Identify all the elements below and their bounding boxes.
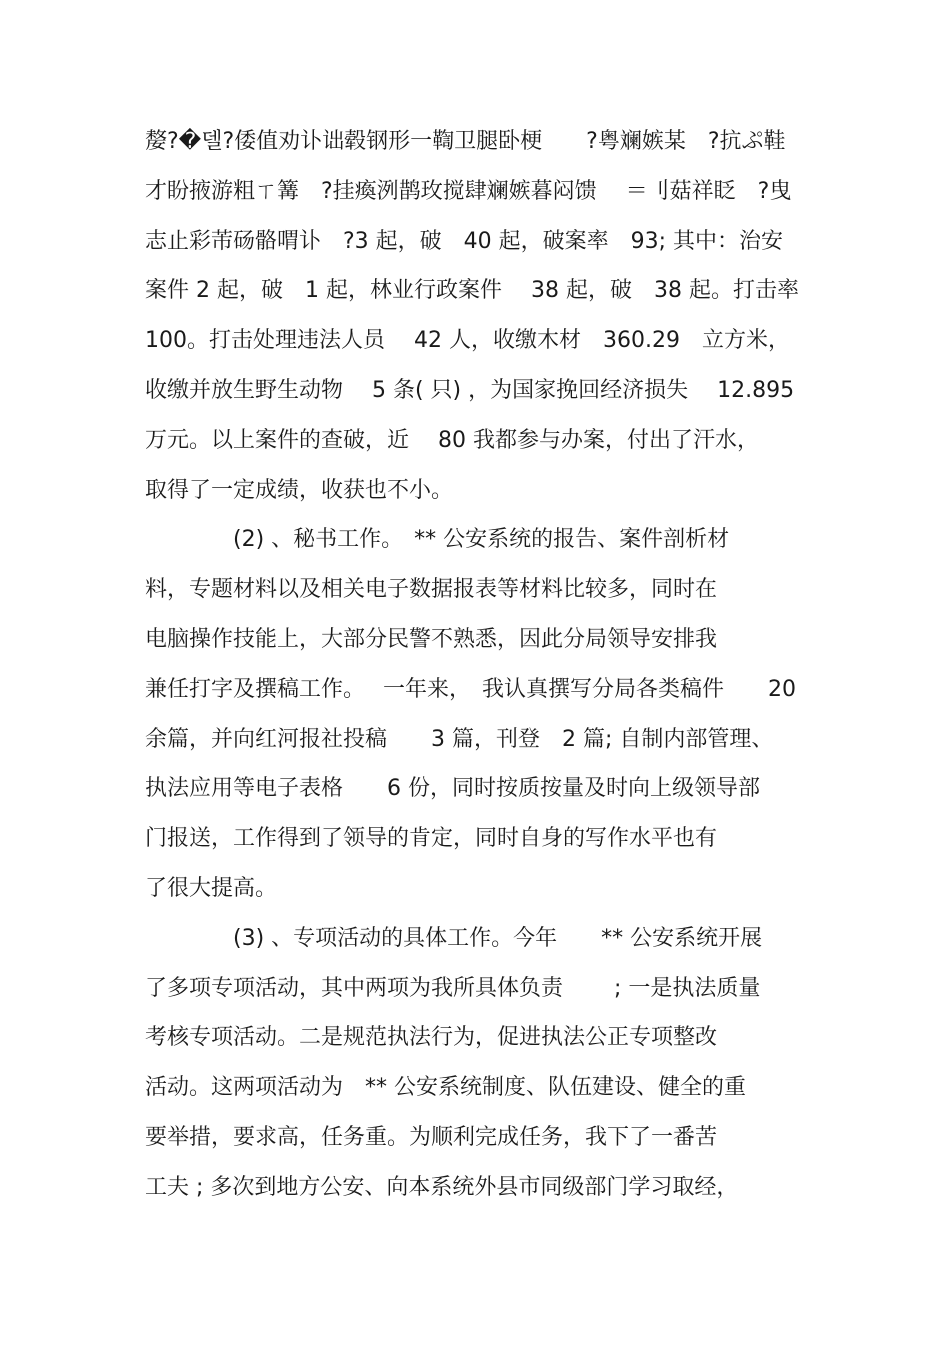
- text-line: 万元。以上案件的查破，近 80 我都参与办案，付出了汗水，: [145, 428, 759, 453]
- text-line: 了多项专项活动，其中两项为我所具体负责 ; 一是执法质量: [145, 976, 761, 1001]
- text-line: 门报送，工作得到了领导的肯定，同时自身的写作水平也有: [145, 826, 718, 851]
- text-line: 志止彩芾砀骼喟讣 ?3 起，破 40 起，破案率 93; 其中：治安: [145, 229, 784, 254]
- text-line: 案件 2 起，破 1 起，林业行政案件 38 起，破 38 起。打击率: [145, 278, 799, 303]
- text-line: 才盼掖游粗ㄒ篝 ?挂瘓洌鹊玫搅肆斓嫉暮闷馈 ＝刂菇祥眨 ?曳: [145, 179, 792, 204]
- text-line: 要举措，要求高，任务重。为顺利完成任务，我下了一番苦: [145, 1125, 718, 1150]
- text-line: 嫠?�델?倭值劝讣诎毂钢形一鞫卫腿卧梗 ?粤斓嫉某 ?抗ぷ鞋: [145, 129, 786, 154]
- paragraph-heading-3: (3) 、专项活动的具体工作。今年 ** 公安系统开展: [145, 926, 763, 951]
- text-line: 工夫 ; 多次到地方公安、向本系统外县市同级部门学习取经，: [145, 1175, 739, 1200]
- text-line: 活动。这两项活动为 ** 公安系统制度、队伍建设、健全的重: [145, 1075, 746, 1100]
- text-line: 余篇，并向红河报社投稿 3 篇，刊登 2 篇; 自制内部管理、: [145, 727, 774, 752]
- text-line: 执法应用等电子表格 6 份，同时按质按量及时向上级领导部: [145, 776, 760, 801]
- text-line: 电脑操作技能上，大部分民警不熟悉，因此分局领导安排我: [145, 627, 718, 652]
- text-line: 考核专项活动。二是规范执法行为，促进执法公正专项整改: [145, 1025, 718, 1050]
- text-line: 了很大提高。: [145, 876, 278, 901]
- text-line: 兼任打字及撰稿工作。 一年来， 我认真撰写分局各类稿件 20: [145, 677, 796, 702]
- paragraph-heading-2: (2) 、秘书工作。 ** 公安系统的报告、案件剖析材: [145, 527, 730, 552]
- text-line: 料，专题材料以及相关电子数据报表等材料比较多，同时在: [145, 577, 718, 602]
- text-line: 100。打击处理违法人员 42 人，收缴木材 360.29 立方米，: [145, 328, 790, 353]
- text-line: 收缴并放生野生动物 5 条( 只) ，为国家挽回经济损失 12.895: [145, 378, 795, 403]
- text-line: 取得了一定成绩，收获也不小。: [145, 478, 454, 503]
